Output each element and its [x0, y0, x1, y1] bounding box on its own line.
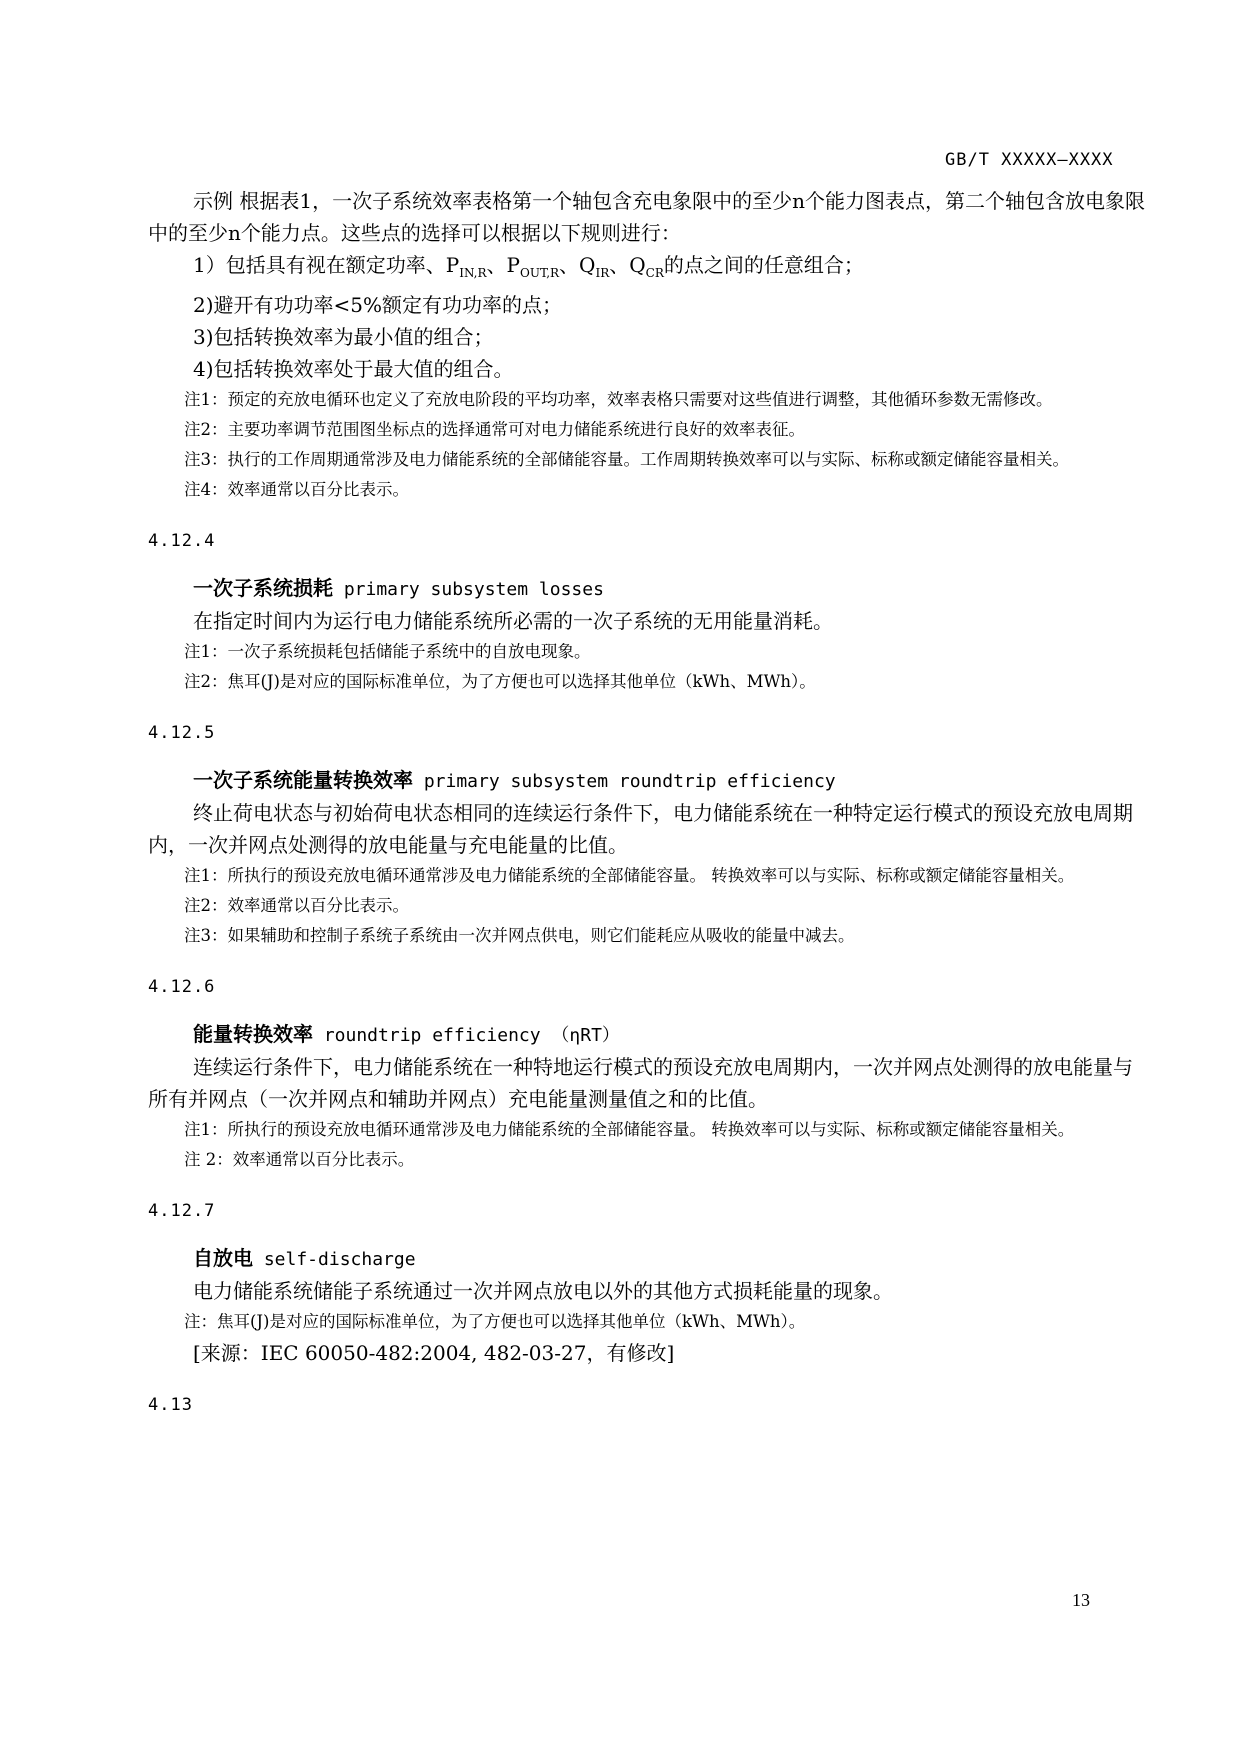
definition-4-12-7: 电力储能系统储能子系统通过一次并网点放电以外的其他方式损耗能量的现象。 — [193, 1279, 893, 1303]
example-rule-2: 2)避开有功功率<5%额定有功功率的点； — [193, 293, 563, 317]
example-note-3: 注3：执行的工作周期通常涉及电力储能系统的全部储能容量。工作周期转换效率可以与实际、标称或额定储能容量相关。 — [184, 450, 1069, 469]
term-4-12-5: 一次子系统能量转换效率 primary subsystem roundtrip efficiency — [193, 768, 836, 792]
definition-4-12-6: 连续运行条件下，电力储能系统在一种特地运行模式的预设充放电周期内，一次并网点处测得的放电能量与所有并网点（一次并网点和辅助并网点）充电能量测量值之和的比值。 — [148, 1055, 1133, 1111]
definition-4-12-4: 在指定时间内为运行电力储能系统所必需的一次子系统的无用能量消耗。 — [193, 609, 833, 633]
note-4-12-5-3: 注3：如果辅助和控制子系统子系统由一次并网点供电，则它们能耗应从吸收的能量中减去。 — [184, 926, 855, 945]
example-note-4: 注4：效率通常以百分比表示。 — [184, 480, 409, 499]
example-intro: 示例 根据表1，一次子系统效率表格第一个轴包含充电象限中的至少n个能力图表点，第二个轴包含放电象限中的至少n个能力点。这些点的选择可以根据以下规则进行： — [148, 189, 1145, 245]
example-rule-1: 1）包括具有视在额定功率、$P_{IN,R}$、$P_{OUT,R}$、$Q_{IR}$、$Q_{CR}$的点之间的任意组合； — [193, 253, 864, 280]
page-content — [148, 185, 1148, 1419]
term-4-12-7: 自放电 self-discharge — [193, 1246, 416, 1270]
note-4-12-4-1: 注1：一次子系统损耗包括储能子系统中的自放电现象。 — [184, 642, 591, 661]
example-rule-3: 3)包括转换效率为最小值的组合； — [193, 325, 494, 349]
term-4-12-4: 一次子系统损耗 primary subsystem losses — [193, 576, 604, 600]
section-number-4-12-5: 4.12.5 — [148, 723, 216, 743]
definition-4-12-5: 终止荷电状态与初始荷电状态相同的连续运行条件下，电力储能系统在一种特定运行模式的预设充放电周期内，一次并网点处测得的放电能量与充电能量的比值。 — [148, 801, 1133, 857]
note-4-12-7: 注：焦耳(J)是对应的国际标准单位，为了方便也可以选择其他单位（kWh、MWh）。 — [184, 1312, 806, 1331]
example-note-2: 注2：主要功率调节范围图坐标点的选择通常可对电力储能系统进行良好的效率表征。 — [184, 420, 805, 439]
page-number: 13 — [1072, 1590, 1090, 1610]
document-code: GB/T XXXXX—XXXX — [945, 150, 1114, 170]
example-note-1: 注1：预定的充放电循环也定义了充放电阶段的平均功率，效率表格只需要对这些值进行调整，其他循环参数无需修改。 — [184, 390, 1053, 409]
section-number-4-13: 4.13 — [148, 1395, 193, 1415]
note-4-12-4-2: 注2：焦耳(J)是对应的国际标准单位，为了方便也可以选择其他单位（kWh、MWh）。 — [184, 672, 816, 691]
term-4-12-6: 能量转换效率 roundtrip efficiency （ηRT） — [193, 1022, 620, 1046]
example-rule-4: 4)包括转换效率处于最大值的组合。 — [193, 357, 514, 381]
note-4-12-5-2: 注2：效率通常以百分比表示。 — [184, 896, 409, 915]
section-number-4-12-4: 4.12.4 — [148, 531, 216, 551]
note-4-12-6-1: 注1：所执行的预设充放电循环通常涉及电力储能系统的全部储能容量。 转换效率可以与实际、标称或额定储能容量相关。 — [184, 1120, 1075, 1139]
source-4-12-7: [来源：IEC 60050-482:2004, 482-03-27，有修改] — [193, 1341, 675, 1365]
section-number-4-12-7: 4.12.7 — [148, 1201, 216, 1221]
section-number-4-12-6: 4.12.6 — [148, 977, 216, 997]
note-4-12-6-2: 注 2：效率通常以百分比表示。 — [184, 1150, 415, 1169]
note-4-12-5-1: 注1：所执行的预设充放电循环通常涉及电力储能系统的全部储能容量。 转换效率可以与实际、标称或额定储能容量相关。 — [184, 866, 1075, 885]
